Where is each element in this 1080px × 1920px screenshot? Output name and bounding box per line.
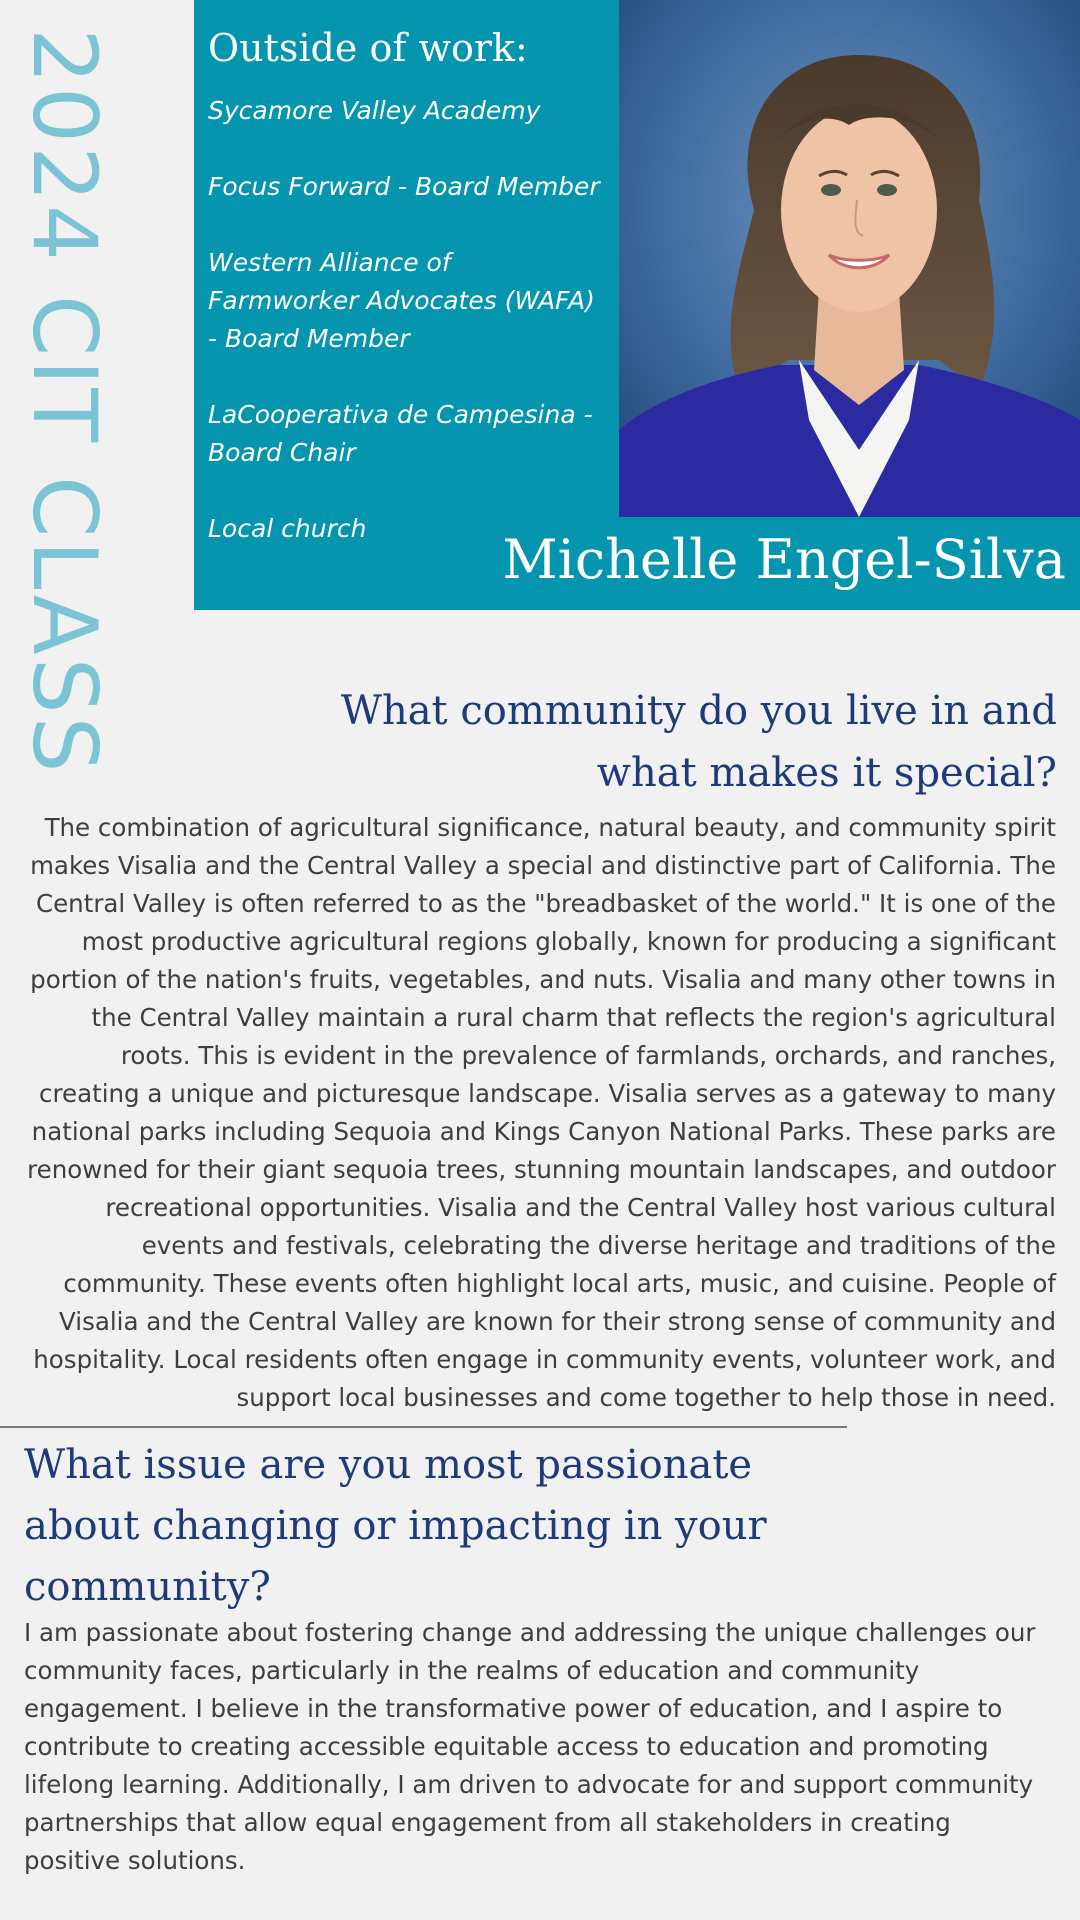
- community-question-heading: What community do you live in and what makes it special?: [340, 688, 1057, 796]
- outside-of-work-list: [208, 92, 608, 586]
- outside-item-school: Sycamore Valley Academy: [208, 96, 541, 125]
- section-divider: [0, 1426, 847, 1428]
- person-name: Michelle Engel-Silva: [502, 528, 1066, 591]
- vertical-class-title: 2024 CIT CLASS: [13, 28, 116, 776]
- outside-item-lacooperativa: LaCooperativa de Campesina - Board Chair: [208, 400, 593, 467]
- outside-item-church: Local church: [208, 514, 367, 543]
- outside-of-work-heading: Outside of work:: [208, 26, 528, 70]
- community-answer: The combination of agricultural significance, natural beauty, and community spirit makes Visalia and the Central Valley a special and distinctive part of California. The Central Valley is often referred to as the "breadbasket of the world." It is one of the most productive agricultural regions globally, known for producing a significant portion of the nation's fruits, vegetables, and nuts. Visalia and many other towns in the Central Valley maintain a rural charm that reflects the region's agricultural roots. This is evident in the prevalence of farmlands, orchards, and ranches, creating a unique and picturesque landscape. Visalia serves as a gateway to many national parks including Sequoia and Kings Canyon National Parks. These parks are renowned for their giant sequoia trees, stunning mountain landscapes, and outdoor recreational opportunities. Visalia and the Central Valley host various cultural events and festivals, celebrating the diverse heritage and traditions of the community. These events often highlight local arts, music, and cuisine. People of Visalia and the Central Valley are known for their strong sense of community and hospitality. Local residents often engage in community events, volunteer work, and support local businesses and come together to help those in need.: [27, 813, 1056, 1412]
- portrait-photo: [619, 0, 1080, 517]
- outside-item-wafa: Western Alliance of Farmworker Advocates (WAFA) - Board Member: [208, 248, 595, 353]
- passion-answer: I am passionate about fostering change and addressing the unique challenges our community faces, particularly in the realms of education and community engagement. I believe in the transformative power of education, and I aspire to contribute to creating accessible equitable access to education and promoting lifelong learning. Additionally, I am driven to advocate for and support community partnerships that allow equal engagement from all stakeholders in creating positive solutions.: [24, 1618, 1036, 1875]
- passion-question-heading: What issue are you most passionate about changing or impacting in your community?: [24, 1442, 767, 1610]
- outside-item-focus-forward: Focus Forward - Board Member: [208, 172, 600, 201]
